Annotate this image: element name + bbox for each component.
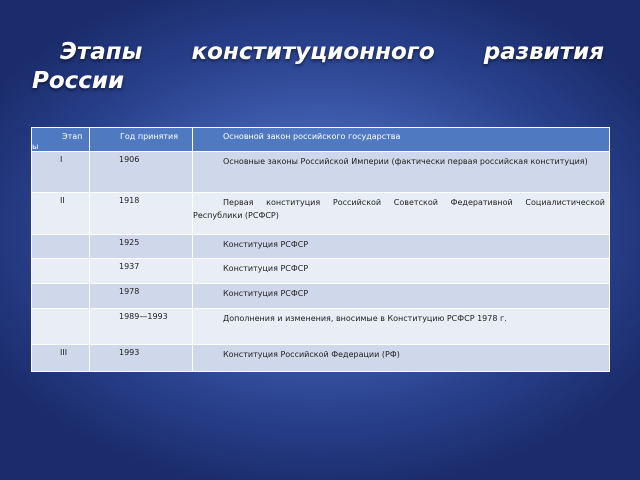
header-law: Основной закон российского государства bbox=[193, 128, 610, 152]
cell-stage bbox=[32, 284, 90, 309]
cell-stage: II bbox=[32, 193, 90, 235]
table-row bbox=[32, 193, 610, 235]
cell-law: Дополнения и изменения, вносимые в Конституцию РСФСР 1978 г. bbox=[193, 309, 610, 345]
cell-law: Основные законы Российской Империи (фактически первая российская конституция) bbox=[193, 152, 610, 193]
constitution-stages-table bbox=[31, 127, 610, 372]
cell-year: 1993 bbox=[90, 345, 193, 372]
table-row bbox=[32, 309, 610, 345]
cell-stage bbox=[32, 309, 90, 345]
cell-year: 1906 bbox=[90, 152, 193, 193]
cell-year: 1918 bbox=[90, 193, 193, 235]
header-year: Год принятия bbox=[90, 128, 193, 152]
header-stage-part2: ы bbox=[32, 142, 39, 151]
table-row bbox=[32, 284, 610, 309]
cell-stage: III bbox=[32, 345, 90, 372]
cell-law: Первая конституция Российской Советской Федеративной Социалистической Республики (РСФСР) bbox=[193, 193, 610, 235]
cell-law: Конституция РСФСР bbox=[193, 235, 610, 259]
cell-stage: I bbox=[32, 152, 90, 193]
cell-year: 1925 bbox=[90, 235, 193, 259]
header-stage bbox=[32, 128, 90, 152]
slide-title-line-2: России bbox=[32, 68, 125, 94]
cell-law: Конституция РСФСР bbox=[193, 259, 610, 284]
table-row bbox=[32, 152, 610, 193]
cell-stage bbox=[32, 259, 90, 284]
slide-title-line-1: Этапы конституционного развития bbox=[60, 39, 604, 65]
table-row bbox=[32, 235, 610, 259]
table-row bbox=[32, 345, 610, 372]
slide-title bbox=[32, 38, 604, 96]
cell-law: Конституция Российской Федерации (РФ) bbox=[193, 345, 610, 372]
cell-law: Конституция РСФСР bbox=[193, 284, 610, 309]
cell-year: 1989—1993 bbox=[90, 309, 193, 345]
table-row bbox=[32, 259, 610, 284]
header-stage-part1: Этап bbox=[62, 132, 83, 141]
cell-year: 1937 bbox=[90, 259, 193, 284]
cell-stage bbox=[32, 235, 90, 259]
cell-year: 1978 bbox=[90, 284, 193, 309]
table-header-row bbox=[32, 128, 610, 152]
